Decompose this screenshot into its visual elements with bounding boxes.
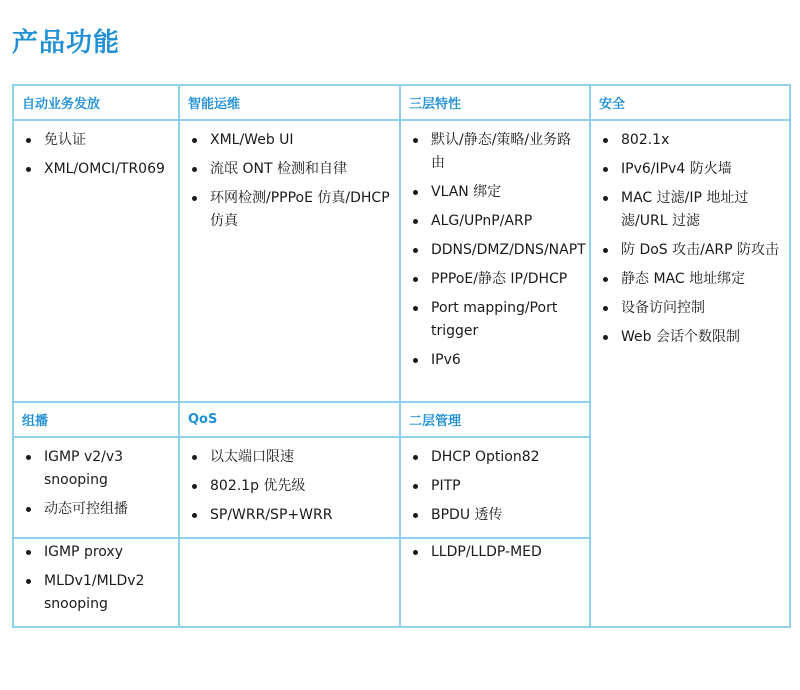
feature-item: LLDP/LLDP-MED	[407, 541, 583, 564]
feature-item: 环网检测/PPPoE 仿真/DHCP 仿真	[186, 187, 393, 233]
feature-item: 静态 MAC 地址绑定	[597, 268, 783, 291]
header-cell: 智能运维	[179, 85, 400, 120]
feature-item: VLAN 绑定	[407, 181, 583, 204]
table-cell	[590, 120, 790, 627]
table-cell	[400, 538, 590, 627]
feature-list	[180, 539, 399, 545]
feature-item: IPv6/IPv4 防火墙	[597, 158, 783, 181]
feature-item: IGMP v2/v3 snooping	[20, 446, 172, 492]
feature-list	[14, 539, 178, 626]
feature-list	[401, 121, 589, 382]
feature-item: DDNS/DMZ/DNS/NAPT	[407, 239, 583, 262]
feature-item: MAC 过滤/IP 地址过滤/URL 过滤	[597, 187, 783, 233]
table-cell	[179, 120, 400, 402]
feature-item: 802.1p 优先级	[186, 475, 393, 498]
feature-item: BPDU 透传	[407, 504, 583, 527]
table-cell	[13, 120, 179, 402]
feature-item: XML/Web UI	[186, 129, 393, 152]
feature-item: 默认/静态/策略/业务路由	[407, 129, 583, 175]
table-cell	[400, 437, 590, 538]
feature-item: Web 会话个数限制	[597, 326, 783, 349]
table-cell	[13, 437, 179, 538]
feature-table	[12, 84, 791, 628]
feature-list	[180, 438, 399, 537]
feature-list	[180, 121, 399, 243]
header-cell: 自动业务发放	[13, 85, 179, 120]
feature-list	[401, 539, 589, 574]
feature-item: SP/WRR/SP+WRR	[186, 504, 393, 527]
feature-list	[14, 121, 178, 191]
table-cell	[179, 437, 400, 538]
page-title: 产品功能	[12, 28, 121, 58]
feature-item: DHCP Option82	[407, 446, 583, 469]
header-cell: 组播	[13, 402, 179, 437]
feature-item: XML/OMCI/TR069	[20, 158, 172, 181]
header-row	[13, 85, 790, 120]
header-cell: 安全	[590, 85, 790, 120]
table-cell	[13, 538, 179, 627]
feature-item: 动态可控组播	[20, 498, 172, 521]
feature-item: 防 DoS 攻击/ARP 防攻击	[597, 239, 783, 262]
feature-item: Port mapping/Port trigger	[407, 297, 583, 343]
feature-item: 免认证	[20, 129, 172, 152]
feature-item: PITP	[407, 475, 583, 498]
header-cell: 二层管理	[400, 402, 590, 437]
header-cell: QoS	[179, 402, 400, 437]
feature-item: MLDv1/MLDv2 snooping	[20, 570, 172, 616]
feature-item: IGMP proxy	[20, 541, 172, 564]
feature-item: PPPoE/静态 IP/DHCP	[407, 268, 583, 291]
table-cell	[179, 538, 400, 627]
feature-list	[591, 121, 789, 359]
feature-item: IPv6	[407, 349, 583, 372]
feature-list	[401, 438, 589, 537]
feature-item: 流氓 ONT 检测和自律	[186, 158, 393, 181]
feature-item: 802.1x	[597, 129, 783, 152]
table-row	[13, 120, 790, 402]
table-cell	[400, 120, 590, 402]
header-cell: 三层特性	[400, 85, 590, 120]
feature-item: ALG/UPnP/ARP	[407, 210, 583, 233]
feature-list	[14, 438, 178, 531]
feature-item: 设备访问控制	[597, 297, 783, 320]
feature-item: 以太端口限速	[186, 446, 393, 469]
